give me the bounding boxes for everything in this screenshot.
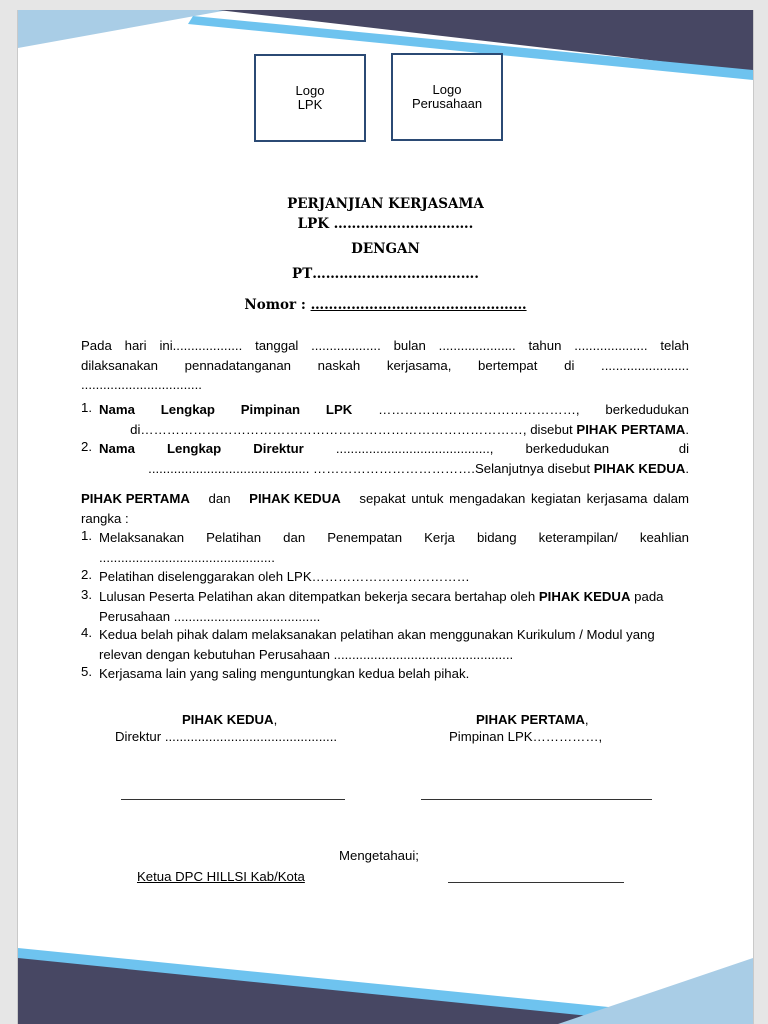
agreement-line-1-rest: sepakat untuk mengadakan kegiatan kerjasama dalam [359,491,689,506]
chair-signature-line [448,882,624,883]
party-1-line-1 [99,400,689,420]
party-2-line-2 [99,459,689,479]
item-2-line-1: Pelatihan diselenggarakan oleh LPK……………………………… [99,569,470,584]
logo-lpk-placeholder [254,54,366,142]
signature-right-line [421,799,652,800]
signature-left-line [121,799,345,800]
party-2-name-word: Direktur [253,441,304,456]
item-4 [99,625,689,664]
party-2-line-1 [99,439,689,459]
agreement-line-1 [81,489,689,509]
heading-line-3: DENGAN [351,241,420,257]
document-page [17,10,754,1024]
nomor-label: Nomor : [244,297,306,313]
intro-line-2 [81,356,689,376]
item-5-line-1: Kerjasama lain yang saling menguntungkan kedua belah pihak. [99,666,470,681]
party-1-location-label: berkedudukan [605,402,689,417]
item-4-line-1: Kedua belah pihak dalam melaksanakan pelatihan akan menggunakan Kurikulum / Modul yang [99,627,655,642]
item-4-line-2: relevan dengan kebutuhan Perusahaan ................................................. [99,646,514,662]
item-3-number: 3. [81,587,92,602]
party-1-name-word: Lengkap [160,402,215,417]
intro-word: di [564,357,575,373]
party-1-name-word: Nama [99,402,135,417]
signature-left-comma: , [273,712,278,727]
chair-label: Ketua DPC HILLSI Kab/Kota [137,869,305,884]
acknowledged-label: Mengetahaui; [339,848,419,863]
signature-right-title-text: PIHAK PERTAMA [476,712,585,727]
intro-word: tahun [528,338,562,353]
party-2-number: 2. [81,439,92,454]
agreement-party-2: PIHAK KEDUA [249,491,341,506]
agreement-and: dan [208,491,231,506]
party-1-line-2 [99,420,689,440]
agreement-paragraph [81,489,689,528]
logo-lpk-text: Logo LPK [295,83,325,112]
intro-word: pennadatanganan [184,357,291,373]
party-2-period: . [685,460,689,476]
intro-word: .................... [574,338,648,353]
item-1-number: 1. [81,528,92,543]
item-1 [99,528,689,567]
party-2-name-word: Lengkap [166,441,222,456]
intro-word: bulan [393,338,426,353]
intro-word: dilaksanakan [81,357,158,373]
signature-left-title [182,712,277,727]
item-3-text-end: pada [634,589,664,604]
item-3-text: Lulusan Peserta Pelatihan akan ditempatkan bekerja secara bertahap oleh [99,589,536,604]
item-1-line-1: Melaksanakan Pelatihan dan Penempatan Kerja bidang keterampilan/ keahlian [99,530,689,545]
signature-left-title-text: PIHAK KEDUA [182,712,274,727]
heading-line-4: PT………………………………. [292,266,479,282]
item-3-line-2: Perusahaan ........................................ [99,608,321,624]
intro-word: ..................... [438,338,516,353]
item-3 [99,587,689,626]
party-1-alias: PIHAK PERTAMA [576,421,686,437]
logo-company-placeholder [391,53,503,141]
party-2-name-word: Nama [99,441,135,456]
item-2 [99,567,689,587]
intro-word: naskah [317,357,361,373]
item-1-line-2: ................................................ [99,549,275,565]
intro-line-3: ................................. [81,377,202,392]
party-1-name-word: Pimpinan [240,402,301,417]
party-1-entry [99,400,689,439]
top-light-blue-wedge [18,10,228,48]
item-3-line-1 [99,587,689,607]
item-3-bold: PIHAK KEDUA [538,589,631,604]
nomor-line [18,297,753,313]
intro-word: kerjasama, [386,357,452,373]
intro-word: ........................ [601,357,689,373]
heading-line-1: PERJANJIAN KERJASAMA [287,196,484,212]
signature-right-role: Pimpinan LPK……………, [449,729,603,744]
intro-paragraph [81,336,689,395]
intro-word: ini................... [159,338,243,353]
item-2-number: 2. [81,567,92,582]
party-2-entry [99,439,689,478]
agreement-party-1: PIHAK PERTAMA [81,491,190,506]
item-5 [99,664,689,684]
intro-word: hari [124,338,147,353]
party-1-name-word: LPK [325,402,353,417]
intro-line-1 [81,336,689,356]
intro-word: bertempat [478,357,538,373]
party-1-line-2-text: di……………………………………………………………………………, disebut [130,421,573,437]
signature-right-comma: , [584,712,589,727]
heading-line-2: LPK …………………………. [297,216,474,232]
item-5-number: 5. [81,664,92,679]
intro-word: ................... [311,338,381,353]
intro-word: telah [660,338,689,353]
item-4-number: 4. [81,625,92,640]
party-1-number: 1. [81,400,92,415]
intro-word: tanggal [255,338,299,353]
party-2-dots: .........................................., [335,441,494,456]
intro-word: Pada [81,338,112,353]
nomor-value: ………………………………………… [310,297,527,313]
party-1-dots: ………………………………………, [378,402,580,417]
party-2-alias: PIHAK KEDUA [593,460,686,476]
party-1-period: . [685,421,689,437]
party-2-line-2-text: ............................................ ……………………………….Selanjutnya disebut [148,460,591,476]
agreement-line-2: rangka : [81,510,129,526]
logo-company-text: Logo Perusahaan [411,82,483,111]
party-2-location-label: berkedudukan di [525,441,689,456]
signature-left-role: Direktur ............................................... [115,729,338,744]
signature-right-title [476,712,589,727]
